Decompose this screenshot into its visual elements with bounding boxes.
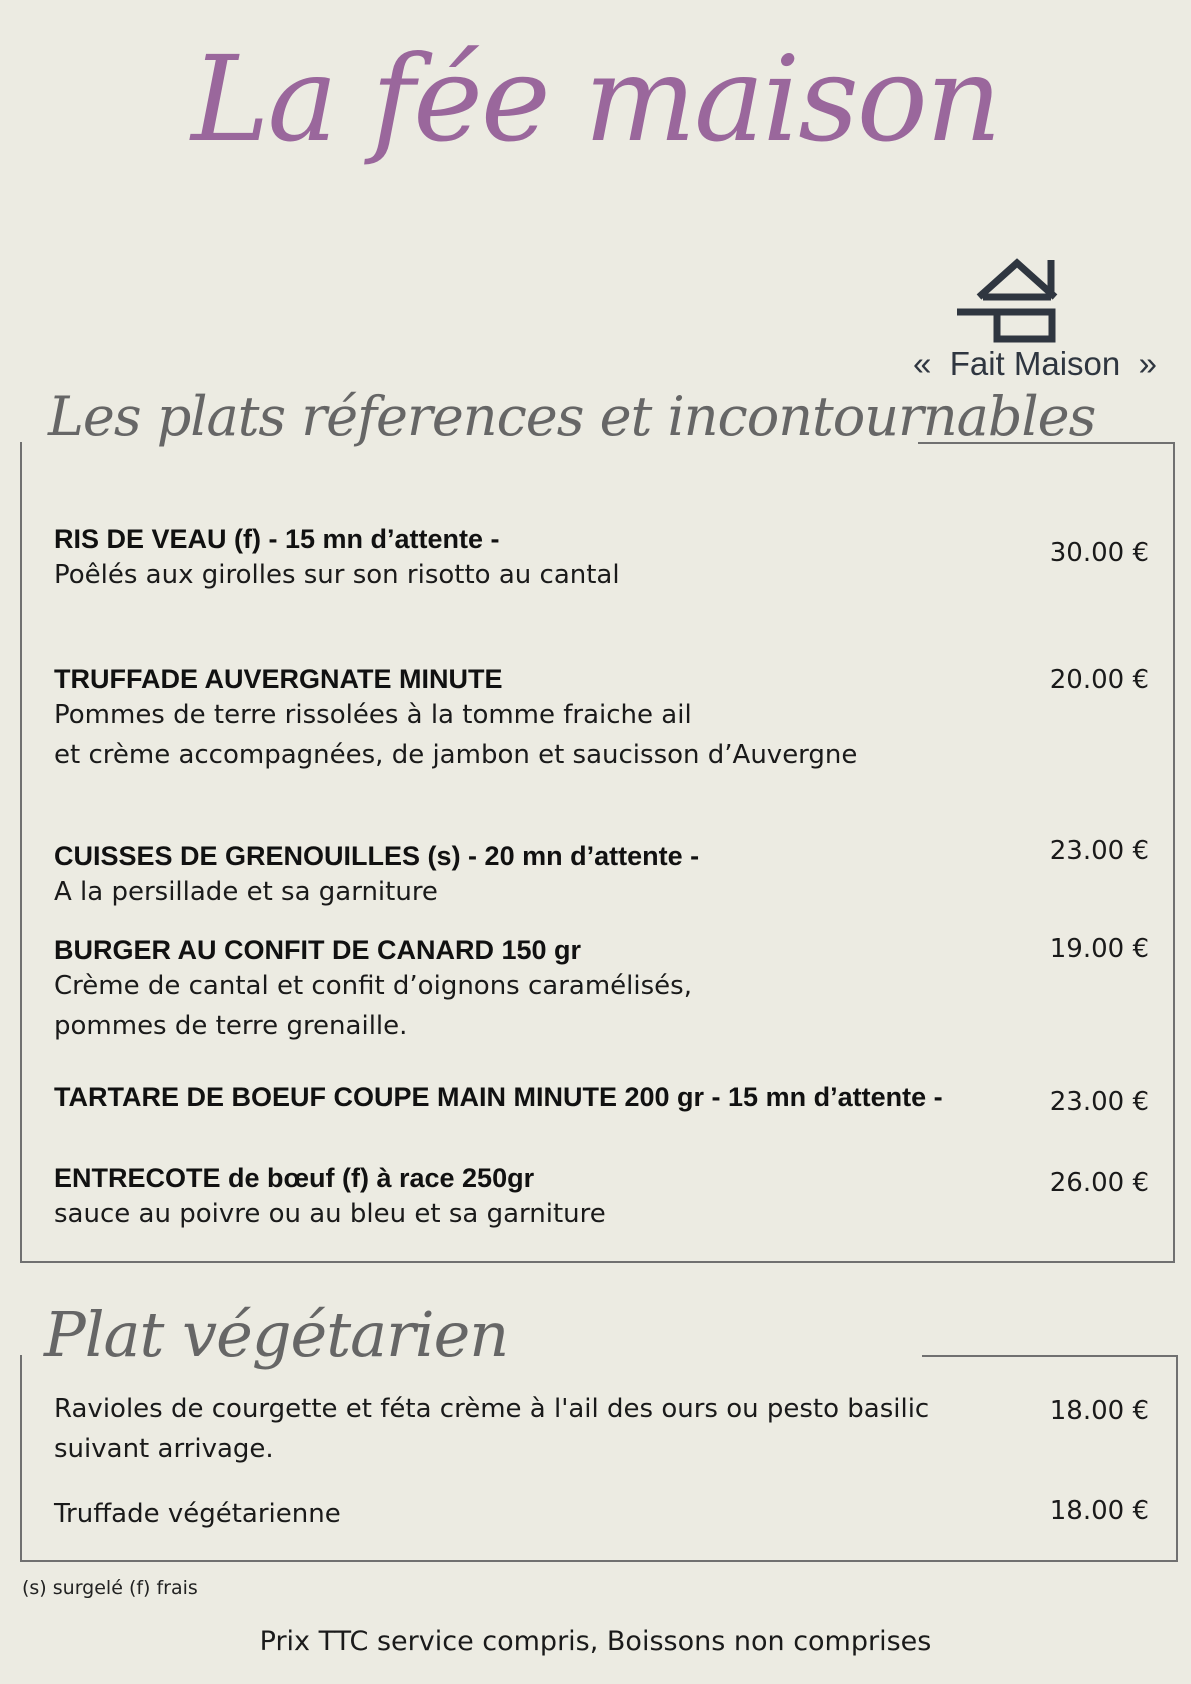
dish-description: Poêlés aux girolles sur son risotto au cantal	[54, 560, 620, 590]
section-title-main: Les plats réferences et incontournables	[48, 385, 1096, 448]
menu-item	[54, 935, 692, 1046]
dish-description: pommes de terre grenaille.	[54, 1011, 408, 1041]
dish-price: 23.00 €	[1049, 836, 1149, 866]
dish-name: CUISSES DE GRENOUILLES (s) - 20 mn d’attente -	[54, 841, 700, 871]
dish-description: suivant arrivage.	[54, 1434, 274, 1464]
dish-name: BURGER AU CONFIT DE CANARD 150 gr	[54, 935, 582, 965]
fait-maison-label: « Fait Maison »	[913, 345, 1157, 382]
dish-description: Crème de cantal et confit d’oignons caramélisés,	[54, 971, 692, 1001]
legend-note: (s) surgelé (f) frais	[22, 1577, 198, 1599]
menu-item	[54, 1494, 341, 1534]
footer-note: Prix TTC service compris, Boissons non comprises	[259, 1626, 932, 1657]
menu-item	[54, 1082, 943, 1113]
fait-maison-logo	[905, 255, 1165, 385]
dish-name: TARTARE DE BOEUF COUPE MAIN MINUTE 200 gr - 15 mn d’attente -	[54, 1082, 943, 1112]
dish-description: Truffade végétarienne	[54, 1499, 341, 1529]
menu-item	[54, 1389, 929, 1469]
menu-item	[54, 524, 620, 595]
dish-name: ENTRECOTE de bœuf (f) à race 250gr	[54, 1163, 535, 1193]
dish-description: et crème accompagnées, de jambon et saucisson d’Auvergne	[54, 740, 858, 770]
dish-price: 23.00 €	[1049, 1087, 1149, 1117]
menu-item	[54, 841, 699, 912]
dish-price: 18.00 €	[1049, 1496, 1149, 1526]
restaurant-name: La fée maison	[191, 30, 1000, 168]
menu-item	[54, 1163, 606, 1234]
dish-price: 30.00 €	[1049, 538, 1149, 568]
section-title-vegetarian: Plat végétarien	[44, 1298, 509, 1371]
dish-name: TRUFFADE AUVERGNATE MINUTE	[54, 664, 503, 694]
dish-price: 18.00 €	[1049, 1396, 1149, 1426]
dish-name: RIS DE VEAU (f) - 15 mn d’attente -	[54, 524, 500, 554]
dish-description: Ravioles de courgette et féta crème à l'ail des ours ou pesto basilic	[54, 1394, 930, 1424]
dish-description: sauce au poivre ou au bleu et sa garniture	[54, 1199, 606, 1229]
house-icon	[957, 255, 1067, 345]
dish-description: A la persillade et sa garniture	[54, 877, 438, 907]
dish-price: 19.00 €	[1049, 934, 1149, 964]
frame-top-line	[922, 1355, 1178, 1357]
dish-description: Pommes de terre rissolées à la tomme fraiche ail	[54, 700, 692, 730]
dish-price: 26.00 €	[1049, 1168, 1149, 1198]
dish-price: 20.00 €	[1049, 665, 1149, 695]
menu-item	[54, 664, 857, 775]
